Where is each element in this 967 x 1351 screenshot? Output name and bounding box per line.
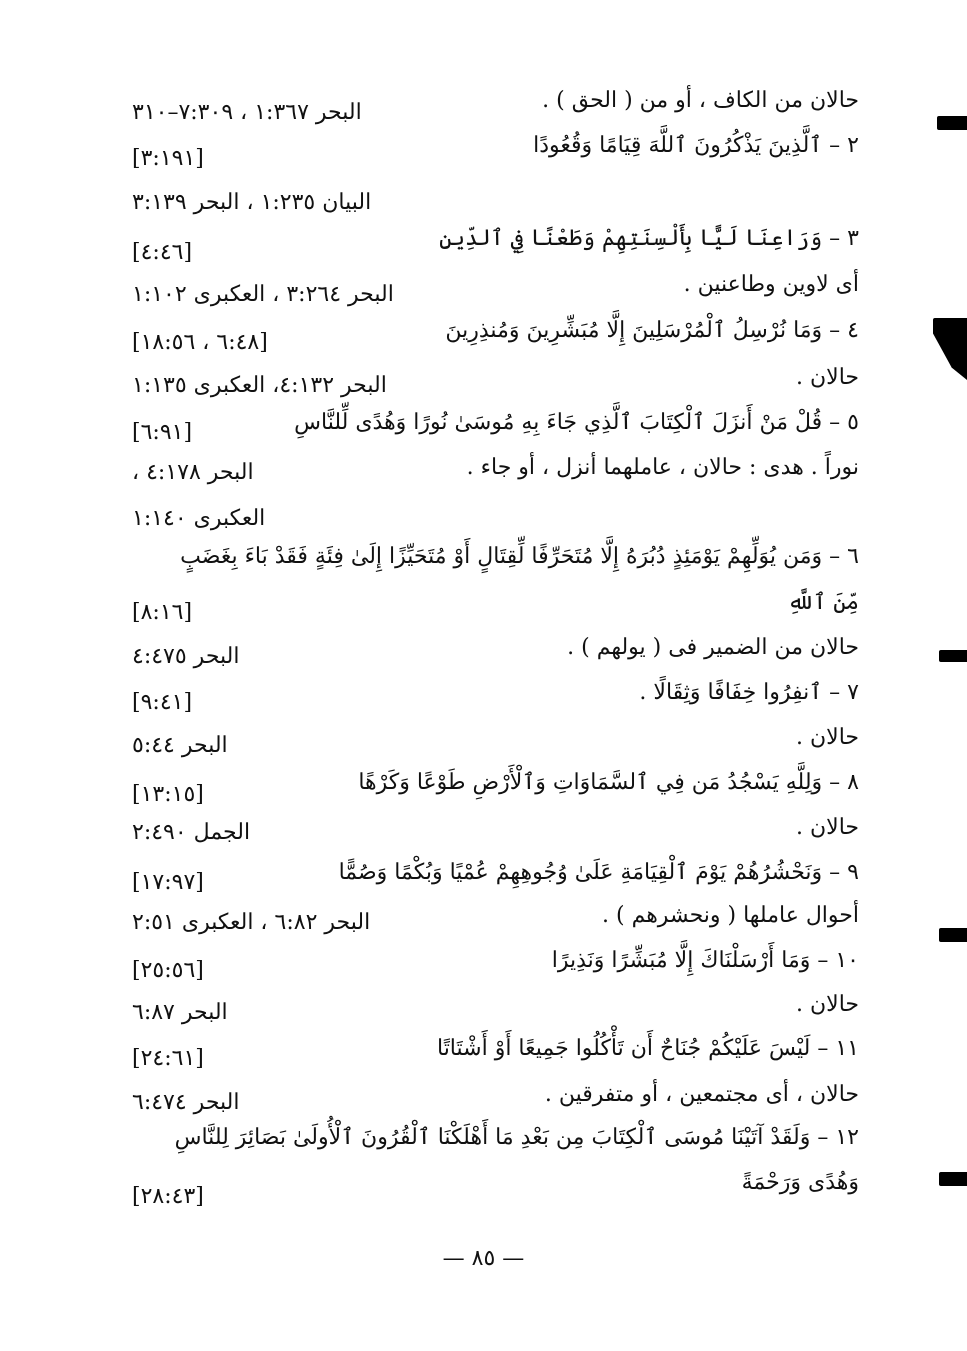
reference-line: البحر ٥:٤٤ [132, 733, 228, 758]
verse-reference: [٦:٩١] [132, 420, 193, 445]
reference-line: البحر ٦:٤٧٤ [132, 1090, 240, 1115]
verse-line: ١١ – لَيْسَ عَلَيْكُمْ جُنَاحٌ أَن تَأْكُلُوا جَمِيعًا أَوْ أَشْتَاتًا [436, 1036, 859, 1061]
verse-reference: [٣:١٩١] [132, 146, 204, 171]
reference-line: العكبرى ١:١٤٠ [132, 506, 266, 531]
reference-line: البيان ١:٢٣٥ ، البحر ٣:١٣٩ [132, 190, 372, 215]
verse-reference: [٩:٤١] [132, 690, 193, 715]
text-line: أحوال عاملها ( ونحشرهم ) . [602, 903, 859, 928]
verse-line: ٥ – قُلْ مَنْ أَنزَلَ ٱلْكِتَابَ ٱلَّذِي جَاءَ بِهِ مُوسَىٰ نُورًا وَهُدًى لِّلنَّاسِ [294, 410, 859, 435]
verse-line: ١٢ – وَلَقَدْ آتَيْنَا مُوسَى ٱلْكِتَابَ مِن بَعْدِ مَا أَهْلَكْنَا ٱلْقُرُونَ ٱلْأُولَىٰ بَصَائِرَ لِلنَّاسِ [174, 1125, 859, 1150]
verse-reference: [٢٤:٦١] [132, 1046, 204, 1071]
reference-line: البحر ٤:٤٧٥ [132, 644, 240, 669]
reference-line: البحر ٤:١٧٨ ، [132, 460, 254, 485]
text-line: حالان من الضمير فى ( يولهم ) . [567, 635, 859, 660]
reference-line: البحر ٦:٨٧ [132, 1000, 228, 1025]
verse-line: ١٠ – وَمَا أَرْسَلْنَاكَ إِلَّا مُبَشِّرًا وَنَذِيرًا [551, 948, 859, 973]
scan-edge-mark [939, 928, 967, 942]
reference-line: البحر ١:٣٦٧ ، ٧:٣٠٩–٣١٠ [132, 100, 362, 125]
verse-line: ٦ – وَمَن يُوَلِّهِمْ يَوْمَئِذٍ دُبُرَهُ إِلَّا مُتَحَرِّفًا لِّقِتَالٍ أَوْ مُتَحَيِّزًا إِلَىٰ فِئَةٍ فَقَدْ بَاءَ بِغَضَبٍ [180, 544, 859, 569]
verse-line: ٤ – وَمَا نُرْسِلُ ٱلْمُرْسَلِينَ إِلَّا مُبَشِّرِينَ وَمُنذِرِينَ [445, 318, 859, 343]
text-line: أى لاوين وطاعنين . [683, 272, 859, 297]
verse-reference: [٦:٤٨ ، ١٨:٥٦] [132, 330, 268, 355]
text-line: حالان . [796, 365, 859, 390]
text-line: حالان . [796, 725, 859, 750]
verse-reference: [٤:٤٦] [132, 240, 193, 265]
scan-edge-mark [933, 318, 967, 380]
verse-line: ٨ – وَلِلَّهِ يَسْجُدُ مَن فِي ٱلسَّمَاوَاتِ وَٱلْأَرْضِ طَوْعًا وَكَرْهًا [358, 770, 859, 795]
text-line: حالان ، أى مجتمعين ، أو متفرقين . [544, 1082, 859, 1107]
verse-line: مِّنَ ٱللَّهِ [787, 590, 859, 615]
verse-line: ٧ – ٱنفِرُوا خِفَافًا وَثِقَالًا . [639, 680, 859, 705]
text-line: حالان . [796, 992, 859, 1017]
verse-reference: [٢٨:٤٣] [132, 1184, 204, 1209]
reference-line: البحر ٤:١٣٢، العكبرى ١:١٣٥ [132, 373, 387, 398]
verse-line: ٢ – ٱلَّذِينَ يَذْكُرُونَ ٱللَّهَ قِيَامًا وَقُعُودًا [533, 133, 859, 158]
verse-line: وَهُدًى وَرَحْمَةً [741, 1170, 859, 1195]
verse-reference: [٨:١٦] [132, 600, 193, 625]
verse-reference: [١٧:٩٧] [132, 870, 204, 895]
text-line: حالان . [796, 815, 859, 840]
verse-line: ٣ – وَرَاعِنَا لَيًّا بِأَلْسِنَتِهِمْ وَطَعْنًا فِي ٱلدِّينِ [439, 226, 859, 251]
page-number: — ٨٥ — [442, 1246, 525, 1271]
reference-line: الجمل ٢:٤٩٠ [132, 820, 251, 845]
text-line: حالان من الكاف ، أو من ( الحق ) . [542, 88, 859, 113]
scan-edge-mark [939, 650, 967, 662]
reference-line: البحر ٦:٨٢ ، العكبرى ٢:٥١ [132, 910, 371, 935]
verse-reference: [٢٥:٥٦] [132, 958, 204, 983]
text-line: نوراً . هدى : حالان ، عاملهما أنزل ، أو جاء . [466, 455, 859, 480]
verse-reference: [١٣:١٥] [132, 782, 204, 807]
scan-edge-mark [937, 116, 967, 130]
reference-line: البحر ٣:٢٦٤ ، العكبرى ١:١٠٢ [132, 282, 394, 307]
scan-edge-mark [939, 1172, 967, 1186]
verse-line: ٩ – وَنَحْشُرُهُمْ يَوْمَ ٱلْقِيَامَةِ عَلَىٰ وُجُوهِهِمْ عُمْيًا وَبُكْمًا وَصُمًّا [338, 860, 859, 885]
